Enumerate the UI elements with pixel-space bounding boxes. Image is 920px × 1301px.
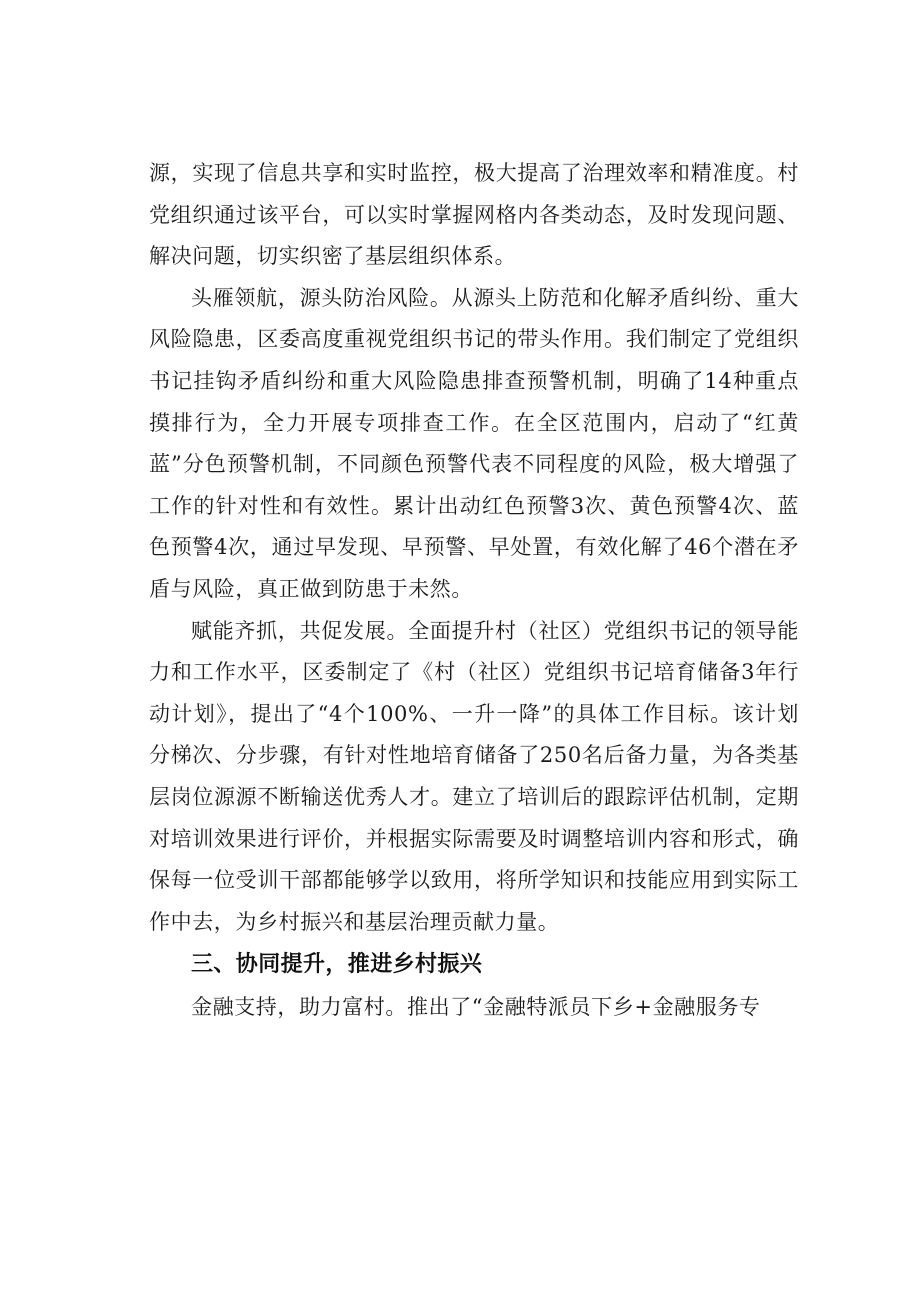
paragraph-empowerment: 赋能齐抓，共促发展。全面提升村（社区）党组织书记的领导能力和工作水平，区委制定了《村（社区）党组织书记培育储备3年行动计划》，提出了“4个100%、一升一降”的具体工作目标。该计划分梯次、分步骤，有针对性地培育储备了250名后备力量，为各类基层岗位源源不断输送优秀人才。建立了培训后的跟踪评估机制，定期对培训效果进行评价，并根据实际需要及时调整培训内容和形式，确保每一位受训干部都能够学以致用，将所学知识和技能应用到实际工作中去，为乡村振兴和基层治理贡献力量。	[149, 618, 799, 934]
paragraph-finance-support: 金融支持，助力富村。推出了“金融特派员下乡+金融服务专	[191, 995, 761, 1020]
section-heading: 三、协同提升，推进乡村振兴	[191, 952, 483, 978]
paragraph-risk-prevention: 头雁领航，源头防治风险。从源头上防范和化解矛盾纠纷、重大风险隐患，区委高度重视党组织书记的带头作用。我们制定了党组织书记挂钩矛盾纠纷和重大风险隐患排查预警机制，明确了14种重点摸排行为，全力开展专项排查工作。在全区范围内，启动了“红黄蓝”分色预警机制，不同颜色预警代表不同程度的风险，极大增强了工作的针对性和有效性。累计出动红色预警3次、黄色预警4次、蓝色预警4次，通过早发现、早预警、早处置，有效化解了46个潜在矛盾与风险，真正做到防患于未然。	[149, 285, 800, 601]
paragraph-continuation: 源，实现了信息共享和实时监控，极大提高了治理效率和精准度。村党组织通过该平台，可以实时掌握网格内各类动态，及时发现问题、解决问题，切实织密了基层组织体系。	[149, 161, 799, 269]
document-body	[149, 153, 799, 1029]
